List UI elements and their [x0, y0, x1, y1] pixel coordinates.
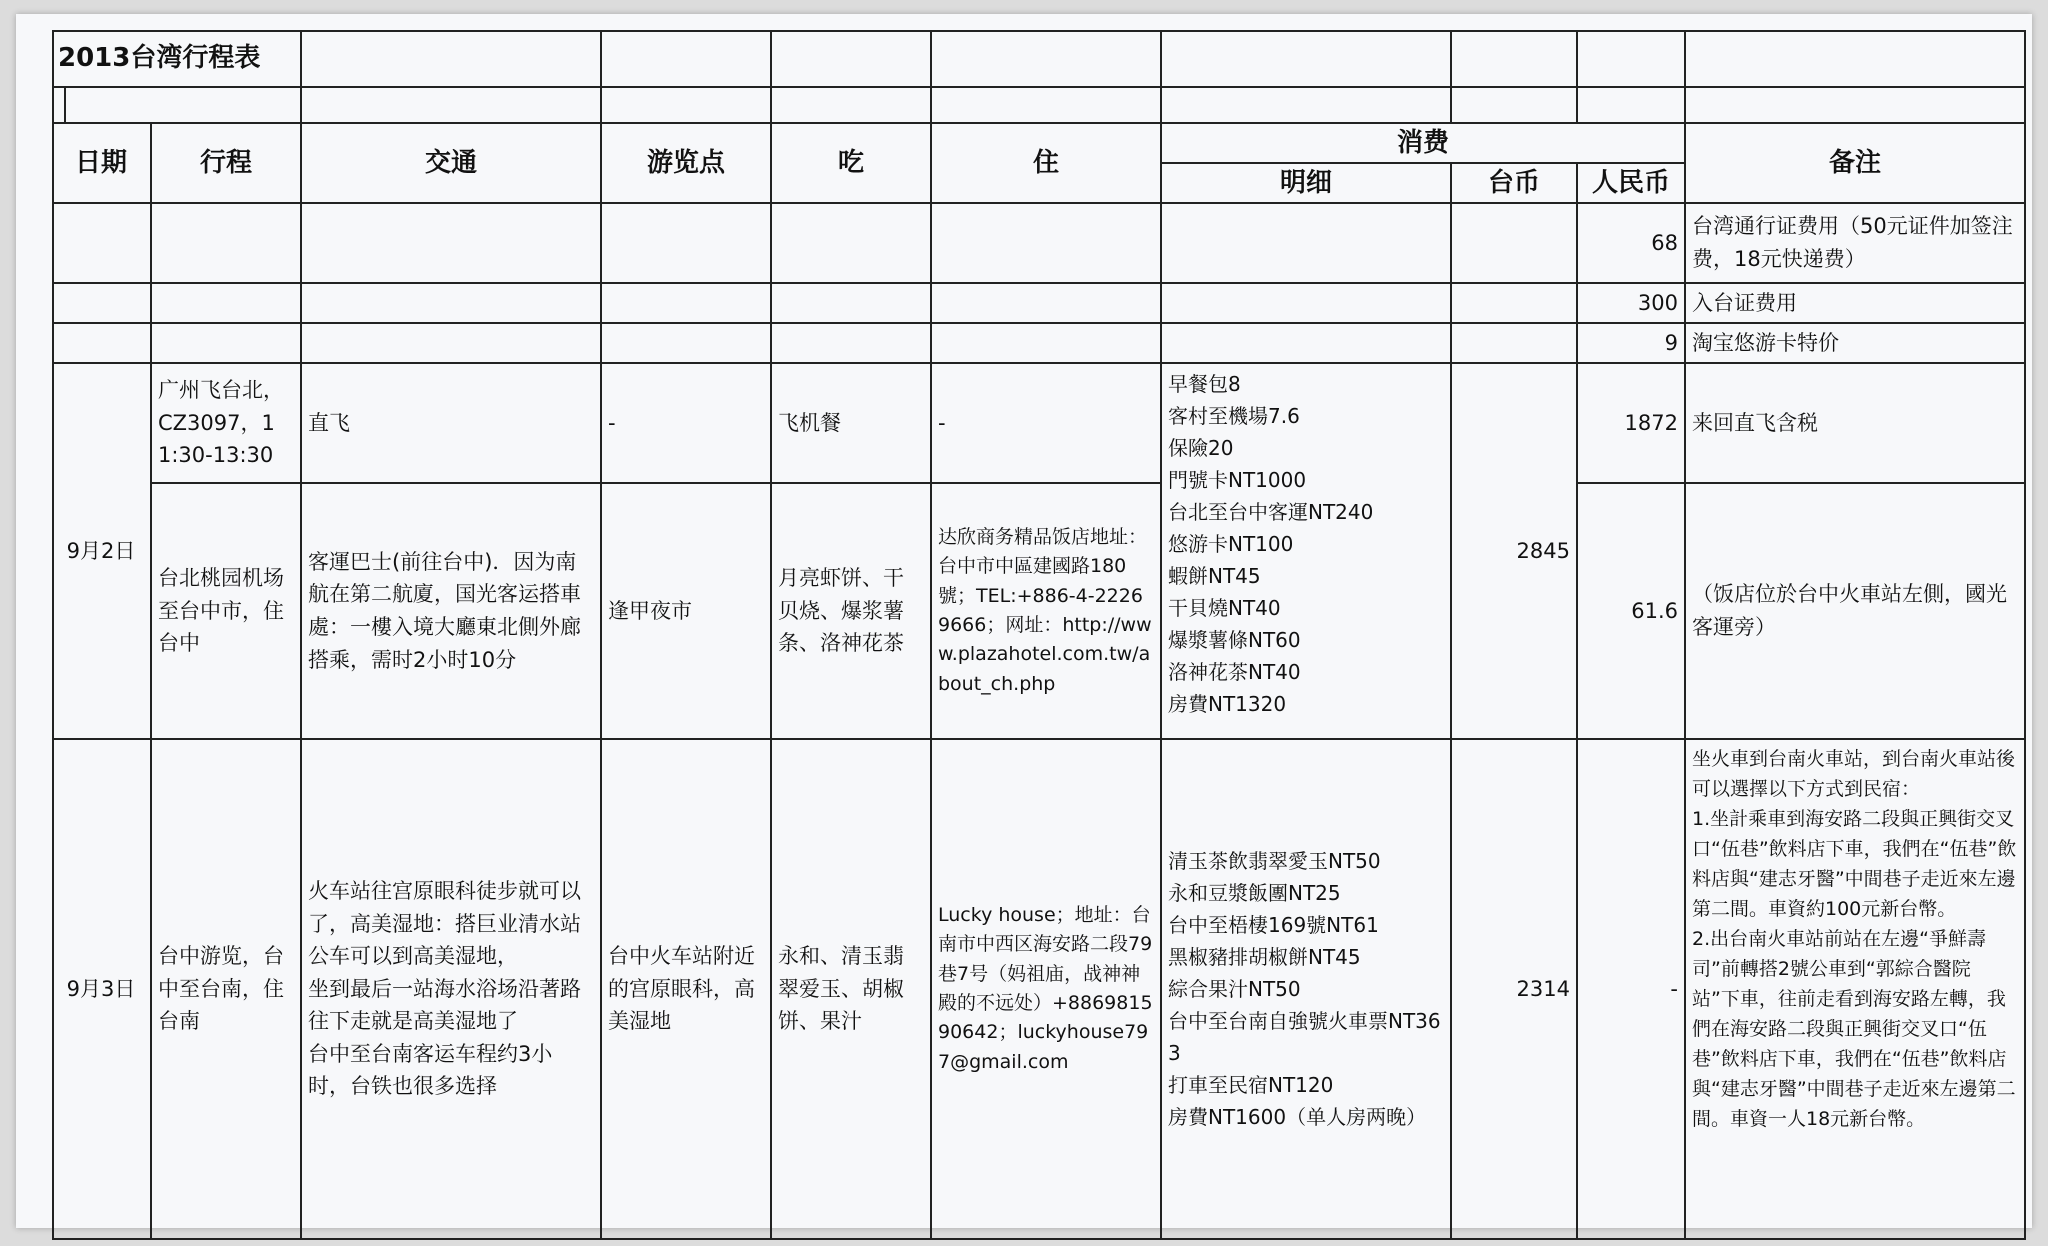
empty-cell[interactable]: [52, 88, 302, 124]
day1-seg-a-transport[interactable]: 直飞: [302, 364, 602, 484]
header-date[interactable]: 日期: [52, 124, 152, 204]
day2-twd-cell[interactable]: 2314: [1452, 740, 1578, 1240]
day2-note-cell[interactable]: [1686, 740, 2026, 1240]
prep-note-cell[interactable]: 入台证费用: [1686, 284, 2026, 324]
prep-rmb-cell[interactable]: 68: [1578, 204, 1686, 284]
expense-line: 悠游卡NT100: [1168, 532, 1294, 556]
empty-cell[interactable]: [602, 324, 772, 364]
empty-cell[interactable]: [602, 204, 772, 284]
header-notes[interactable]: 备注: [1686, 124, 2026, 204]
day2-date-cell[interactable]: 9月3日: [52, 740, 152, 1240]
empty-cell[interactable]: [602, 88, 772, 124]
empty-cell[interactable]: [1162, 30, 1452, 88]
transport-line: 台中至台南客运车程约3小时，台铁也很多选择: [308, 1041, 553, 1099]
header-twd[interactable]: 台币: [1452, 164, 1578, 204]
transport-line: 坐到最后一站海水浴场沿著路往下走就是高美湿地了: [308, 976, 581, 1034]
day2-rmb-cell[interactable]: -: [1578, 740, 1686, 1240]
empty-cell[interactable]: [1452, 324, 1578, 364]
day1-date-cell[interactable]: 9月2日: [52, 364, 152, 740]
empty-cell[interactable]: [302, 204, 602, 284]
expense-line: 永和豆漿飯團NT25: [1168, 881, 1341, 905]
expense-line: 綜合果汁NT50: [1168, 977, 1301, 1001]
empty-cell[interactable]: [1452, 30, 1578, 88]
empty-cell[interactable]: [602, 284, 772, 324]
empty-cell[interactable]: [52, 324, 152, 364]
empty-cell[interactable]: [52, 204, 152, 284]
expense-line: 爆漿薯條NT60: [1168, 628, 1301, 652]
day1-seg-a-itinerary[interactable]: 广州飞台北，CZ3097，11:30-13:30: [152, 364, 302, 484]
expense-line: 早餐包8: [1168, 372, 1241, 396]
header-itinerary[interactable]: 行程: [152, 124, 302, 204]
empty-cell[interactable]: [52, 284, 152, 324]
expense-line: 蝦餅NT45: [1168, 564, 1261, 588]
empty-cell[interactable]: [1452, 284, 1578, 324]
empty-cell[interactable]: [302, 88, 602, 124]
empty-cell[interactable]: [302, 324, 602, 364]
header-spend[interactable]: 消费: [1162, 124, 1686, 164]
empty-cell[interactable]: [772, 30, 932, 88]
header-food[interactable]: 吃: [772, 124, 932, 204]
prep-note-cell[interactable]: 台湾通行证费用（50元证件加签注费，18元快递费）: [1686, 204, 2026, 284]
empty-cell[interactable]: [1162, 324, 1452, 364]
empty-cell[interactable]: [932, 88, 1162, 124]
empty-cell[interactable]: [302, 284, 602, 324]
empty-cell[interactable]: [1162, 88, 1452, 124]
empty-cell[interactable]: [1686, 30, 2026, 88]
header-rmb[interactable]: 人民币: [1578, 164, 1686, 204]
day2-itinerary-cell[interactable]: 台中游览，台中至台南，住台南: [152, 740, 302, 1240]
day1-twd-cell[interactable]: 2845: [1452, 364, 1578, 740]
prep-rmb-cell[interactable]: 300: [1578, 284, 1686, 324]
expense-line: 保險20: [1168, 436, 1234, 460]
expense-line: 台北至台中客運NT240: [1168, 500, 1374, 524]
day2-detail-cell[interactable]: [1162, 740, 1452, 1240]
header-sights[interactable]: 游览点: [602, 124, 772, 204]
empty-cell[interactable]: [932, 324, 1162, 364]
empty-cell[interactable]: [1578, 30, 1686, 88]
day1-seg-b-stay[interactable]: 达欣商务精品饭店地址：台中市中區建國路180號；TEL:+886-4-22269666；网址：http://www.plazahotel.com.tw/about_ch.php: [932, 484, 1162, 740]
day2-transport-cell[interactable]: [302, 740, 602, 1240]
empty-cell[interactable]: [152, 204, 302, 284]
empty-cell[interactable]: [1162, 204, 1452, 284]
day1-seg-b-note[interactable]: （饭店位於台中火車站左側，國光客運旁）: [1686, 484, 2026, 740]
empty-cell[interactable]: [932, 30, 1162, 88]
expense-line: 台中至梧棲169號NT61: [1168, 913, 1379, 937]
day1-seg-b-transport[interactable]: 客運巴士(前往台中)．因为南航在第二航廈，国光客运搭車處：一樓入境大廳東北側外廊搭乘，需时2小时10分: [302, 484, 602, 740]
day1-seg-b-rmb[interactable]: 61.6: [1578, 484, 1686, 740]
day1-seg-a-stay[interactable]: -: [932, 364, 1162, 484]
empty-cell[interactable]: [152, 324, 302, 364]
expense-line: 房費NT1320: [1168, 692, 1287, 716]
sheet-title[interactable]: 2013台湾行程表: [52, 30, 302, 88]
spreadsheet-sheet: [16, 14, 2032, 1228]
expense-line: 洛神花茶NT40: [1168, 660, 1301, 684]
day1-seg-a-rmb[interactable]: 1872: [1578, 364, 1686, 484]
day2-stay-cell[interactable]: Lucky house；地址：台南市中西区海安路二段79巷7号（妈祖庙，战神神殿的不远处）+886981590642；luckyhouse797@gmail.com: [932, 740, 1162, 1240]
prep-rmb-cell[interactable]: 9: [1578, 324, 1686, 364]
note-line: 1.坐計乘車到海安路二段與正興街交叉口“伍巷”飲料店下車，我們在“伍巷”飲料店與“建志牙醫”中間巷子走近來左邊第二間。車資約100元新台幣。: [1692, 808, 2017, 920]
empty-cell[interactable]: [1452, 204, 1578, 284]
empty-cell[interactable]: [772, 204, 932, 284]
transport-line: 火车站往宫原眼科徒步就可以了，高美湿地：搭巨业清水站公车可以到高美湿地，: [308, 879, 581, 969]
expense-line: 客村至機場7.6: [1168, 404, 1300, 428]
day2-food-cell[interactable]: 永和、清玉翡翠爱玉、胡椒饼、果汁: [772, 740, 932, 1240]
empty-cell[interactable]: [1578, 88, 1686, 124]
expense-line: 黑椒豬排胡椒餅NT45: [1168, 945, 1361, 969]
empty-cell[interactable]: [932, 204, 1162, 284]
expense-line: 打車至民宿NT120: [1168, 1073, 1334, 1097]
day1-seg-a-food[interactable]: 飞机餐: [772, 364, 932, 484]
expense-line: 房費NT1600（单人房两晚）: [1168, 1105, 1427, 1129]
day1-seg-a-note[interactable]: 来回直飞含税: [1686, 364, 2026, 484]
empty-cell[interactable]: [1452, 88, 1578, 124]
day1-seg-b-itinerary[interactable]: 台北桃园机场至台中市，住台中: [152, 484, 302, 740]
day1-detail-cell[interactable]: [1162, 364, 1452, 740]
day2-sights-cell[interactable]: 台中火车站附近的宫原眼科，高美湿地: [602, 740, 772, 1240]
day1-seg-a-sights[interactable]: -: [602, 364, 772, 484]
prep-note-cell[interactable]: 淘宝悠游卡特价: [1686, 324, 2026, 364]
empty-cell[interactable]: [602, 30, 772, 88]
empty-cell[interactable]: [1162, 284, 1452, 324]
empty-cell[interactable]: [772, 88, 932, 124]
day1-seg-b-food[interactable]: 月亮虾饼、干贝烧、爆浆薯条、洛神花茶: [772, 484, 932, 740]
note-line: 2.出台南火車站前站在左邊“爭鮮壽司”前轉搭2號公車到“郭綜合醫院站”下車，往前走看到海安路左轉，我們在海安路二段與正興街交叉口“伍巷”飲料店下車，我們在“伍巷”飲料店與“建志牙醫”中間巷子走近來左邊第二間。車資一人18元新台幣。: [1692, 928, 2016, 1130]
header-stay[interactable]: 住: [932, 124, 1162, 204]
empty-cell[interactable]: [1686, 88, 2026, 124]
expense-line: 台中至台南自強號火車票NT363: [1168, 1009, 1441, 1065]
header-transport[interactable]: 交通: [302, 124, 602, 204]
empty-cell[interactable]: [152, 284, 302, 324]
empty-cell[interactable]: [772, 324, 932, 364]
header-detail[interactable]: 明细: [1162, 164, 1452, 204]
expense-line: 清玉茶飲翡翠愛玉NT50: [1168, 849, 1381, 873]
expense-line: 門號卡NT1000: [1168, 468, 1307, 492]
expense-line: 干貝燒NT40: [1168, 596, 1281, 620]
empty-cell[interactable]: [932, 284, 1162, 324]
note-line: 坐火車到台南火車站，到台南火車站後可以選擇以下方式到民宿：: [1692, 748, 2016, 800]
empty-cell[interactable]: [302, 30, 602, 88]
empty-cell[interactable]: [772, 284, 932, 324]
day1-seg-b-sights[interactable]: 逢甲夜市: [602, 484, 772, 740]
